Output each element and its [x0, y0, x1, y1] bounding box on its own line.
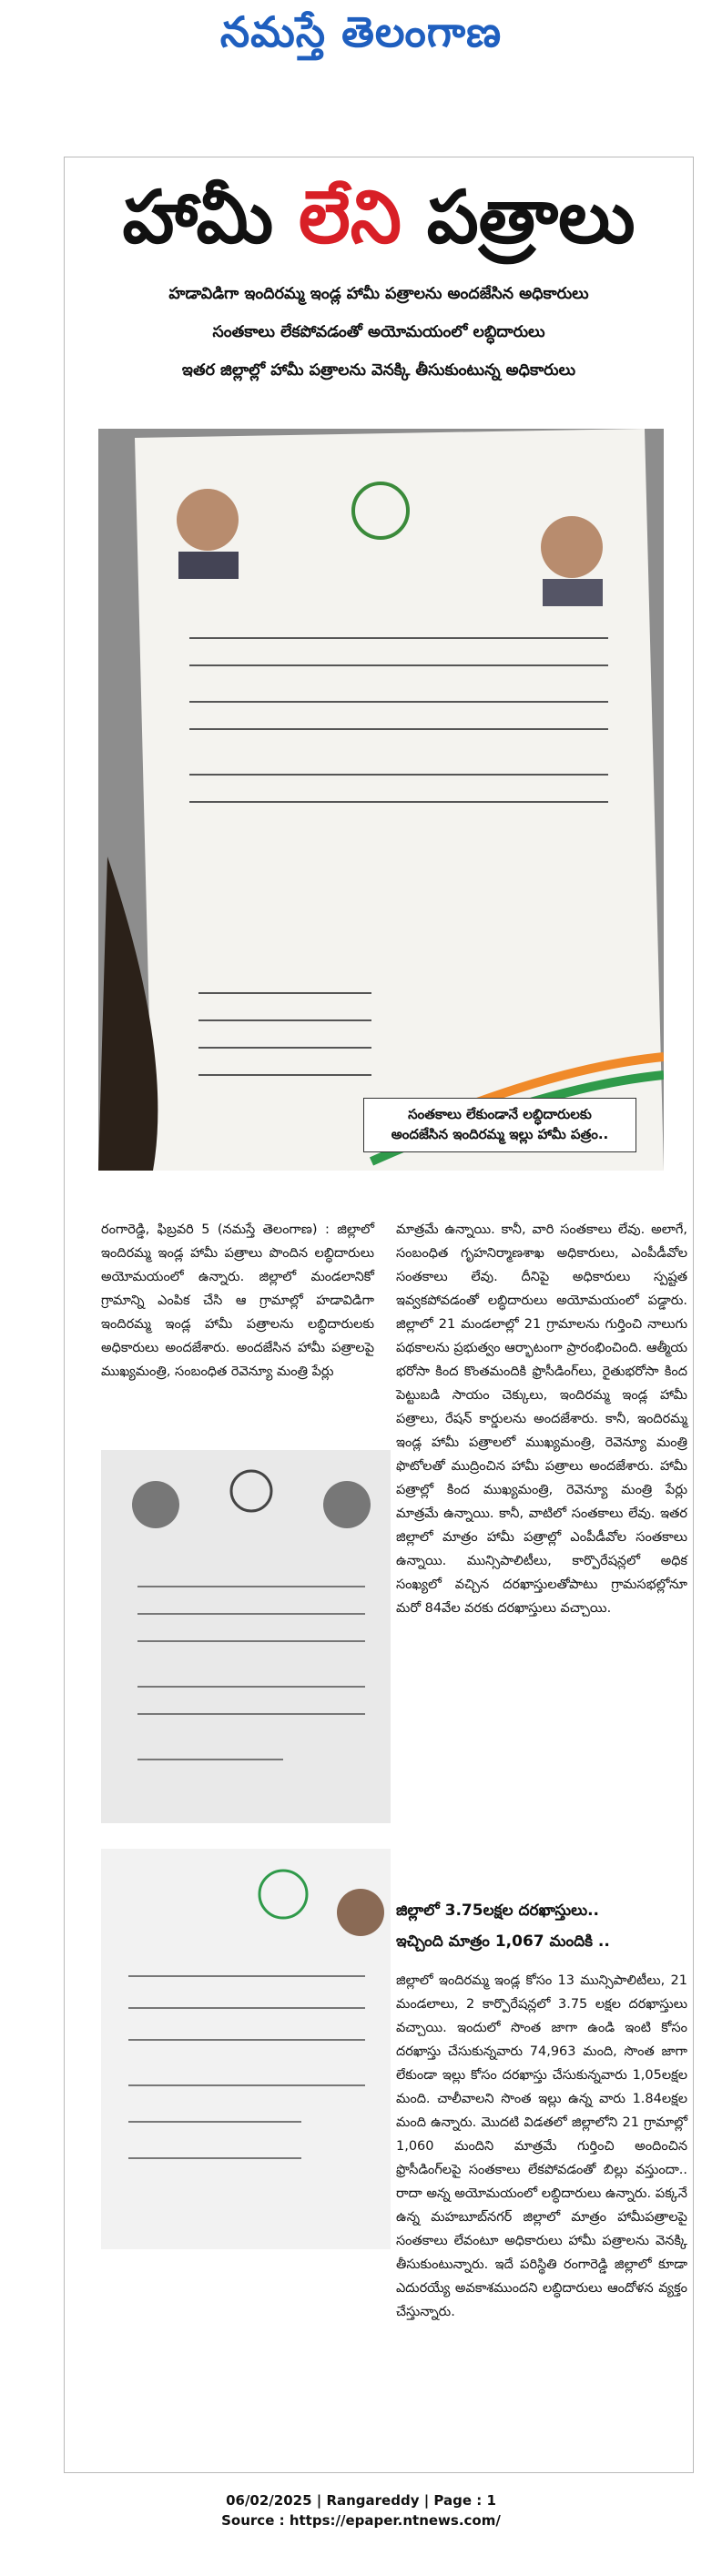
subhead-3: ఇతర జిల్లాల్లో హామీ పత్రాలను వెనక్కి తీసుకుంటున్న అధికారులు — [181, 361, 576, 380]
right-column-text-2: జిల్లాలో ఇందిరమ్మ ఇండ్ల కోసం 13 మున్సిపాలిటీలు, 21 మండలాలు, 2 కార్పొరేషన్లలో 3.75 లక్షల దరఖాస్తులు వచ్చాయి. ఇందులో సొంత జాగా ఉండి ఇంటి కోసం దరఖాస్తు చేసుకున్నవారు 74,963 మంది, సొంత జాగా లేకుండా ఇల్లు కోసం దరఖాస్తు చేసుకున్నవారు 1,05లక్షల మంది. చాలీవాలని సొంత ఇల్లు ఉన్న వారు 1.84లక్షల మంది ఉన్నారు. మొదటి విడతలో జిల్లాలోని 21 గ్రామాల్లో 1,060 మందిని మాత్రమే గుర్తించి అందించిన ఫ్రొసీడింగ్‌లపై సంతకాలు లేకపోవడంతో బిల్లు వస్తుందా.. రాదా అన్న అయోమయంలో లబ్ధిదారులు ఉన్నారు. పక్కనే ఉన్న మహబూబ్‌నగర్ జిల్లాలో మాత్రం హామీపత్రాలపై సంతకాలు లేవంటూ అధికారులు హామీ పత్రాలను వెనక్కి తీసుకుంటున్నారు. ఇదే పరిస్థితి రంగారెడ్డి జిల్లాలో కూడా ఎదురయ్యే అవకాశముందని లబ్ధిదారులు ఆందోళన వ్యక్తం చేస్తున్నారు. — [396, 1973, 687, 2319]
left-photo-2 — [101, 1849, 391, 2249]
document-photo-icon — [101, 1849, 391, 2249]
document-photo-icon — [98, 429, 664, 1171]
footer-source: Source : https://epaper.ntnews.com/ — [221, 2512, 501, 2529]
headline-part3: పత్రాలు — [401, 175, 636, 259]
headline-part1: హామీ — [122, 175, 300, 259]
left-photo-1 — [101, 1450, 391, 1823]
document-photo-icon — [101, 1450, 391, 1823]
photo-caption-line1: సంతకాలు లేకుండానే లబ్ధిదారులకు — [408, 1106, 592, 1122]
article — [64, 157, 694, 2473]
section-head-2: ఇచ్చింది మాత్రం 1,067 మందికి .. — [396, 1932, 610, 1951]
subhead-2: సంతకాలు లేకపోవడంతో అయోమయంలో లబ్ధిదారులు — [212, 323, 545, 341]
masthead: నమస్తే తెలంగాణ — [219, 7, 503, 56]
headline — [65, 174, 693, 261]
subhead-1: హడావిడిగా ఇందిరమ్మ ఇండ్ల హామీ పత్రాలను అందజేసిన అధికారులు — [168, 285, 589, 303]
main-photo — [98, 429, 664, 1171]
photo-caption — [363, 1098, 636, 1152]
section-head-1: జిల్లాలో 3.75లక్షల దరఖాస్తులు.. — [396, 1902, 600, 1920]
headline-part2: లేని — [299, 175, 402, 259]
right-column-text-1: మాత్రమే ఉన్నాయి. కానీ, వారి సంతకాలు లేవు. అలాగే, సంబంధిత గృహనిర్మాణశాఖ అధికారులు, ఎంపీడీవోల సంతకాలు లేవు. దీనిపై అధికారులు స్పష్టత ఇవ్వకపోవడంతో లబ్ధిదారులు అయోమయంలో పడ్డారు. జిల్లాలో 21 మండలాల్లో 21 గ్రామాలను గుర్తించి నాలుగు పథకాలను ప్రభుత్వం ఆర్భాటంగా ప్రారంభించింది. ఆత్మీయ భరోసా కింద కొంతమందికి ఫ్రొసీడింగ్‌లు, రైతుభరోసా కింద పెట్టుబడి సాయం చెక్కులు, ఇందిరమ్మ ఇండ్ల హామీ పత్రాలు, రేషన్ కార్డులను అందజేశారు. కానీ, ఇందిరమ్మ ఇండ్ల హామీ పత్రాలలో ముఖ్యమంత్రి, రెవెన్యూ మంత్రి ఫొటోలతో ముద్రించిన హామీ పత్రాలు అందజేశారు. హామీ పత్రాల్లో కింద ముఖ్యమంత్రి, రెవెన్యూ మంత్రి పేర్లు మాత్రమే ఉన్నాయి. కానీ, వాటిలో సంతకాలు లేవు. ఇతర జిల్లాలో మాత్రం హామీ పత్రాల్లో ఎంపీడీవోల సంతకాలు ఉన్నాయి. మున్సిపాలిటీలు, కార్పొరేషన్లలో అధిక సంఖ్యలో వచ్చిన దరఖాస్తులతోపాటు గ్రామసభల్లోనూ మరో 84వేల వరకు దరఖాస్తులు వచ్చాయి. — [396, 1222, 687, 1616]
left-column-text: రంగారెడ్డి, ఫిబ్రవరి 5 (నమస్తే తెలంగాణ) : జిల్లాలో ఇందిరమ్మ ఇండ్ల హామీ పత్రాలు పొందిన లబ్ధిదారులు అయోమయంలో ఉన్నారు. జిల్లాలో మండలానికో గ్రామాన్ని ఎంపిక చేసి ఆ గ్రామాల్లో హడావిడిగా ఇందిరమ్మ ఇండ్ల హామీ పత్రాలను లబ్ధిదారులకు అధికారులు అందజేశారు. అందజేసిన హామీ పత్రాలపై ముఖ్యమంత్రి, సంబంధిత రెవెన్యూ మంత్రి పేర్లు — [101, 1222, 374, 1379]
photo-caption-line2: అందజేసిన ఇందిరమ్మ ఇల్లు హామీ పత్రం.. — [391, 1126, 609, 1142]
footer-date: 06/02/2025 | Rangareddy | Page : 1 — [226, 2492, 496, 2509]
